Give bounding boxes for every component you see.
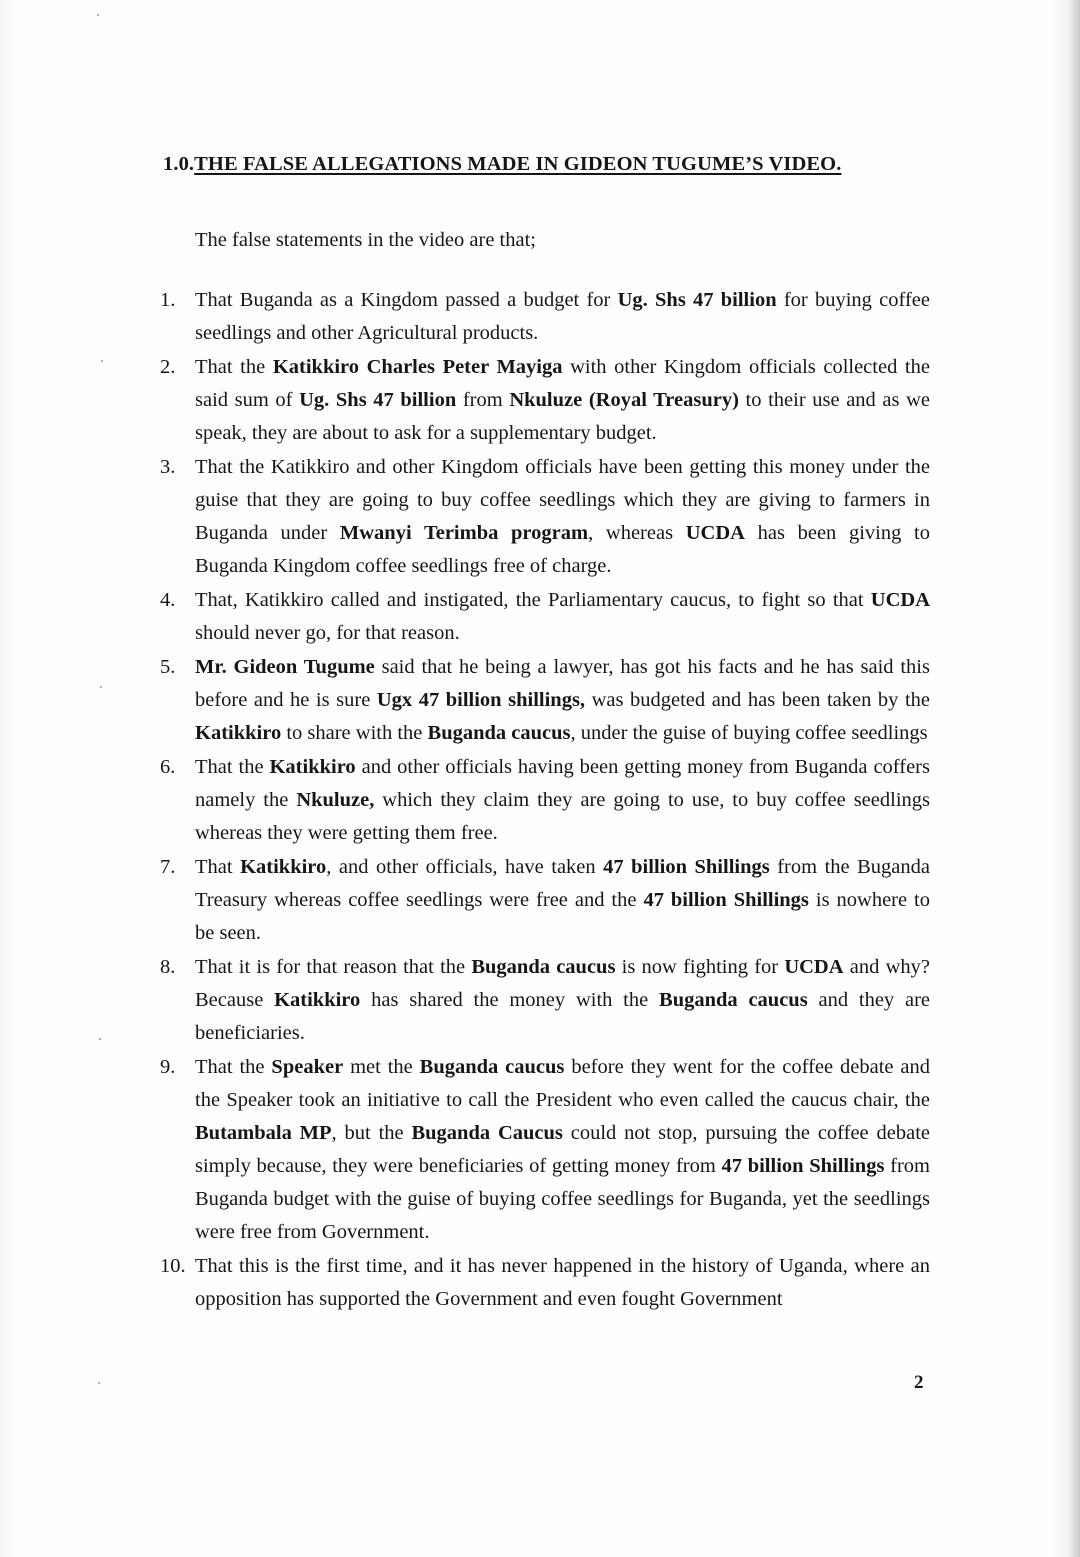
text-segment: and they are beneficiaries. xyxy=(195,989,930,1044)
list-item-number: 8. xyxy=(160,956,176,978)
text-segment: to share with the xyxy=(281,722,428,744)
list-item xyxy=(160,351,930,450)
list-item-text xyxy=(195,1250,930,1316)
text-segment: said that he being a lawyer, has got his facts and he has said this before and he is sure xyxy=(195,656,930,711)
section-heading xyxy=(163,153,841,176)
list-item xyxy=(160,951,930,1050)
emphasized-text: Buganda Caucus xyxy=(411,1122,563,1144)
text-segment: is now fighting for xyxy=(615,956,785,978)
text-segment: That the xyxy=(195,756,270,778)
text-segment: has been giving to Buganda Kingdom coffee seedlings free of charge. xyxy=(195,522,930,577)
list-item-text xyxy=(195,851,930,950)
emphasized-text: Nkuluze, xyxy=(296,789,375,811)
text-segment: , but the xyxy=(331,1122,412,1144)
emphasized-text: UCDA xyxy=(685,522,745,544)
list-item-text xyxy=(195,584,930,650)
page-number: 2 xyxy=(914,1372,924,1393)
list-item xyxy=(160,751,930,850)
emphasized-text: Nkuluze (Royal Treasury) xyxy=(509,389,739,411)
list-item-text xyxy=(195,284,930,350)
list-item-number: 4. xyxy=(160,589,176,611)
text-segment: and other officials having been getting money from Buganda coffers namely the xyxy=(195,756,930,811)
text-segment: , and other officials, have taken xyxy=(326,856,604,878)
list-item xyxy=(160,851,930,950)
emphasized-text: Ugx 47 billion shillings, xyxy=(376,689,586,711)
emphasized-text: Buganda caucus xyxy=(427,722,571,744)
list-item-text xyxy=(195,751,930,850)
text-segment: is nowhere to be seen. xyxy=(195,889,931,944)
text-segment: with other Kingdom officials collected the said sum of xyxy=(195,356,930,411)
scan-speck xyxy=(97,14,99,16)
emphasized-text: Katikkiro xyxy=(195,722,282,744)
emphasized-text: UCDA xyxy=(870,589,930,611)
emphasized-text: Mwanyi Terimba program xyxy=(339,522,589,544)
list-item-text xyxy=(195,651,930,750)
text-segment: That this is the first time, and it has never happened in the history of Uganda, where an opposition has supported the Government and even fought Government xyxy=(195,1255,930,1310)
emphasized-text: Katikkiro xyxy=(240,856,327,878)
emphasized-text: Buganda caucus xyxy=(419,1056,565,1078)
emphasized-text: Buganda caucus xyxy=(471,956,616,978)
text-segment: That the xyxy=(195,1056,272,1078)
text-segment: That, Katikkiro called and instigated, the Parliamentary caucus, to fight so that xyxy=(195,589,871,611)
emphasized-text: UCDA xyxy=(784,956,844,978)
text-segment: could not stop, pursuing the coffee debate simply because, they were beneficiaries of getting money from xyxy=(195,1122,930,1177)
section-number: 1.0. xyxy=(163,153,195,175)
emphasized-text: Katikkiro xyxy=(274,989,361,1011)
text-segment: met the xyxy=(343,1056,420,1078)
emphasized-text: 47 billion Shillings xyxy=(603,856,770,878)
emphasized-text: Speaker xyxy=(271,1056,344,1078)
text-segment: That it is for that reason that the xyxy=(195,956,472,978)
intro-paragraph: The false statements in the video are that; xyxy=(195,229,536,251)
text-segment: from the Buganda Treasury whereas coffee seedlings were free and the xyxy=(195,856,930,911)
emphasized-text: Buganda caucus xyxy=(659,989,808,1011)
text-segment: before they went for the coffee debate and the Speaker took an initiative to call the President who even called the caucus chair, the xyxy=(195,1056,930,1111)
list-item xyxy=(160,1051,930,1249)
text-segment: from Buganda budget with the guise of buying coffee seedlings for Buganda, yet the seedlings were free from Government. xyxy=(195,1155,930,1243)
text-segment: has shared the money with the xyxy=(360,989,660,1011)
text-segment: , under the guise of buying coffee seedlings xyxy=(570,722,928,744)
list-item-number: 2. xyxy=(160,356,176,378)
emphasized-text: Butambala MP xyxy=(195,1122,332,1144)
list-item xyxy=(160,1250,930,1316)
scan-speck xyxy=(100,686,102,688)
section-title: THE FALSE ALLEGATIONS MADE IN GIDEON TUGUME’S VIDEO. xyxy=(194,153,842,175)
emphasized-text: 47 billion Shillings xyxy=(643,889,809,911)
list-item-number: 3. xyxy=(160,456,176,478)
emphasized-text: Mr. Gideon Tugume xyxy=(195,656,375,678)
text-segment: which they claim they are going to use, to buy coffee seedlings whereas they were getting them free. xyxy=(195,789,930,844)
list-item-text xyxy=(195,351,930,450)
list-item-number: 6. xyxy=(160,756,176,778)
scan-speck xyxy=(101,360,103,362)
list-item-text xyxy=(195,951,930,1050)
text-segment: for buying coffee seedlings and other Agricultural products. xyxy=(195,289,930,344)
list-item xyxy=(160,584,930,650)
list-item xyxy=(160,651,930,750)
text-segment: That xyxy=(195,856,241,878)
emphasized-text: Katikkiro Charles Peter Mayiga xyxy=(272,356,563,378)
text-segment: That the xyxy=(195,356,273,378)
list-item-number: 5. xyxy=(160,656,176,678)
list-item-text xyxy=(195,451,930,583)
emphasized-text: Ug. Shs 47 billion xyxy=(617,289,777,311)
page-edge-shadow xyxy=(1070,0,1080,1557)
list-item-number: 9. xyxy=(160,1056,176,1078)
text-segment: from xyxy=(456,389,510,411)
allegations-list xyxy=(160,284,930,1317)
list-item-number: 1. xyxy=(160,289,176,311)
text-segment: to their use and as we speak, they are about to ask for a supplementary budget. xyxy=(195,389,930,444)
list-item xyxy=(160,451,930,583)
text-segment: was budgeted and has been taken by the xyxy=(585,689,930,711)
list-item-text xyxy=(195,1051,930,1249)
text-segment: , whereas xyxy=(588,522,686,544)
list-item-number: 10. xyxy=(160,1255,186,1277)
text-segment: and why? Because xyxy=(195,956,930,1011)
list-item-number: 7. xyxy=(160,856,176,878)
emphasized-text: 47 billion Shillings xyxy=(721,1155,885,1177)
list-item xyxy=(160,284,930,350)
scan-speck xyxy=(99,1038,101,1040)
text-segment: That the Katikkiro and other Kingdom officials have been getting this money under the guise that they are going to buy coffee seedlings which they are giving to farmers in Buganda under xyxy=(195,456,930,544)
emphasized-text: Katikkiro xyxy=(269,756,356,778)
text-segment: That Buganda as a Kingdom passed a budget for xyxy=(195,289,618,311)
emphasized-text: Ug. Shs 47 billion xyxy=(299,389,457,411)
scan-speck xyxy=(98,1382,100,1384)
text-segment: should never go, for that reason. xyxy=(195,622,460,644)
